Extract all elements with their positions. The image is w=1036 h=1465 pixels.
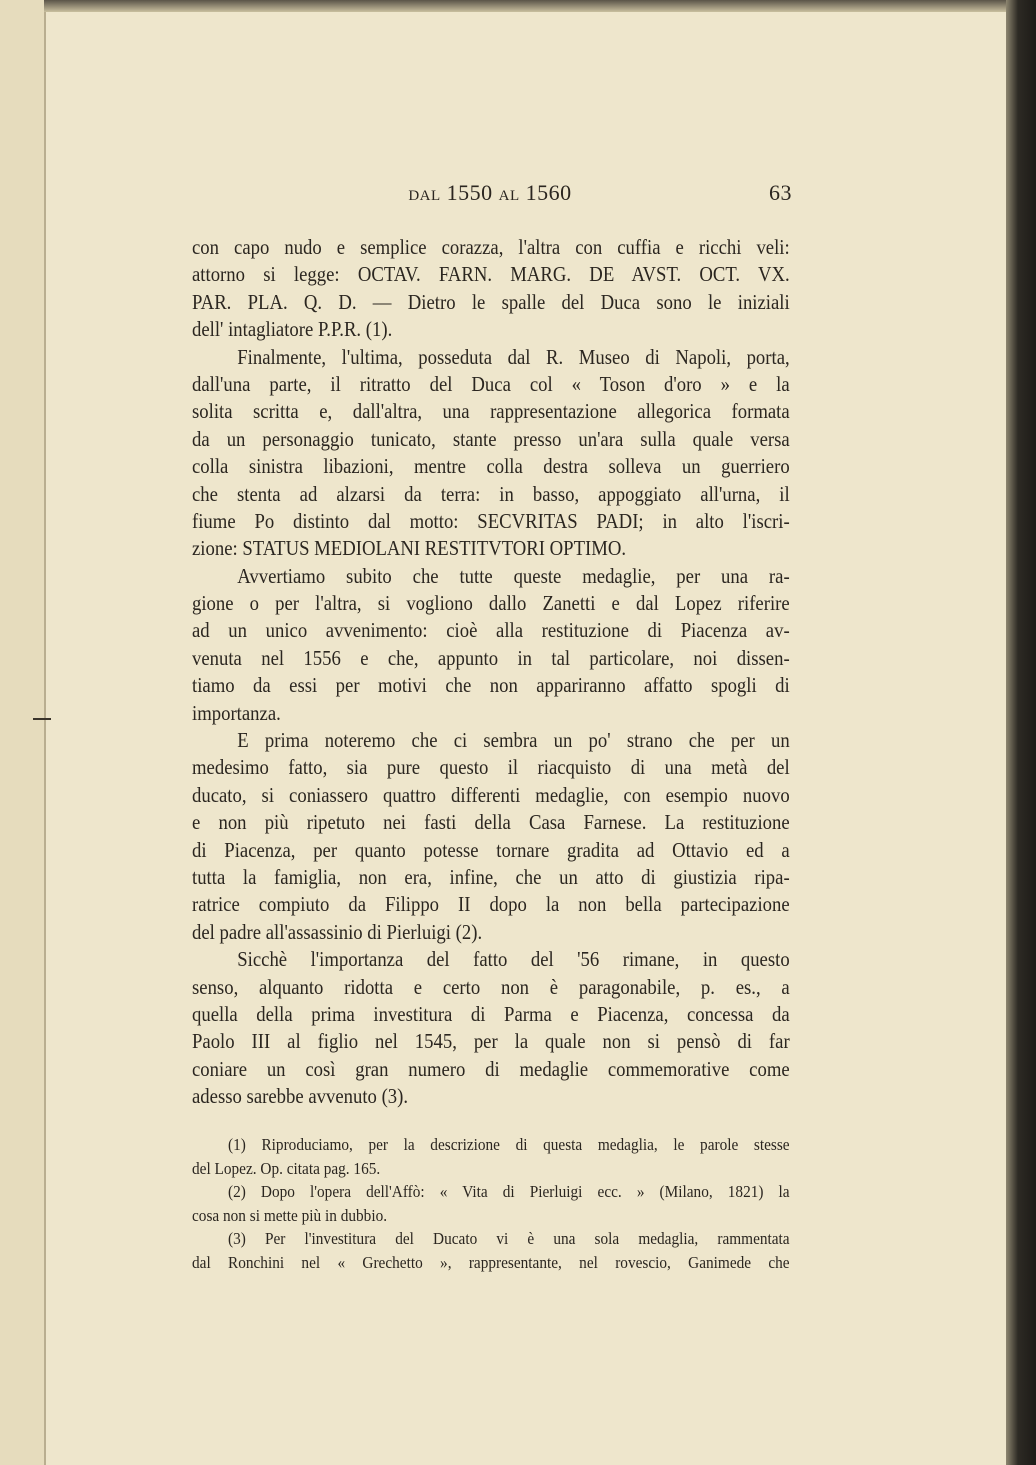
footnote (192, 1180, 790, 1227)
text-line: di Piacenza, per quanto potesse tornare gradita ad Ottavio ed a (192, 837, 790, 862)
text-line: dall'una parte, il ritratto del Duca col « Toson d'oro » e la (192, 371, 790, 396)
running-head: dal 1550 al 1560 (408, 180, 572, 205)
footnote (192, 1133, 790, 1180)
text-line: (1) Riproduciamo, per la descrizione di questa medaglia, le parole stesse (228, 1135, 790, 1154)
text-line: (3) Per l'investitura del Ducato vi è una sola medaglia, rammentata (228, 1229, 790, 1248)
text-line: con capo nudo e semplice corazza, l'altra con cuffia e ricchi veli: (192, 235, 790, 259)
text-line: ad un unico avvenimento: cioè alla restituzione di Piacenza av- (192, 618, 790, 643)
text-line: gione o per l'altra, si vogliono dallo Zanetti e dal Lopez riferire (192, 591, 790, 616)
text-line: dal Ronchini nel « Grechetto », rappresentante, nel rovescio, Ganimede che (192, 1252, 790, 1272)
text-line: zione: STATUS MEDIOLANI RESTITVTORI OPTIMO. (192, 536, 627, 561)
body-text (192, 234, 790, 1111)
text-line: solita scritta e, dall'altra, una rappresentazione allegorica formata (192, 399, 790, 424)
text-line: colla sinistra libazioni, mentre colla destra solleva un guerriero (192, 454, 790, 479)
paragraph (192, 344, 790, 563)
text-line: Sicchè l'importanza del fatto del '56 rimane, in questo (237, 947, 790, 972)
scan-top-edge (44, 0, 1036, 12)
text-line: importanza. (192, 700, 281, 725)
text-line: attorno si legge: OCTAV. FARN. MARG. DE AVST. OCT. VX. (192, 262, 790, 287)
text-line: senso, alquanto ridotta e certo non è paragonabile, p. es., a (192, 974, 790, 999)
text-line: da un personaggio tunicato, stante presso un'ara sulla quale versa (192, 426, 790, 451)
text-line: tutta la famiglia, non era, infine, che un atto di giustizia ripa- (192, 864, 790, 889)
text-line: quella della prima investitura di Parma e Piacenza, concessa da (192, 1001, 790, 1026)
text-line: E prima noteremo che ci sembra un po' strano che per un (237, 728, 790, 753)
text-line: ducato, si coniassero quattro differenti medaglie, con esempio nuovo (192, 782, 790, 807)
text-line: cosa non si mette più in dubbio. (192, 1205, 388, 1225)
text-line: Paolo III al figlio nel 1545, per la quale non si pensò di far (192, 1029, 790, 1054)
text-line: adesso sarebbe avvenuto (3). (192, 1084, 409, 1109)
text-line: PAR. PLA. Q. D. — Dietro le spalle del Duca sono le iniziali (192, 289, 790, 314)
text-line: fiume Po distinto dal motto: SECVRITAS PADI; in alto l'iscri- (192, 508, 790, 533)
text-line: Avvertiamo subito che tutte queste medaglie, per una ra- (237, 563, 790, 588)
text-line: che stenta ad alzarsi da terra: in basso, appoggiato all'urna, il (192, 481, 790, 506)
text-line: tiamo da essi per motivi che non appariranno affatto spogli di (192, 673, 790, 698)
footnote (192, 1227, 790, 1274)
text-line: venuta nel 1556 e che, appunto in tal particolare, noi dissen- (192, 645, 790, 670)
text-line: del Lopez. Op. citata pag. 165. (192, 1158, 381, 1178)
text-line: dell' intagliatore P.P.R. (1). (192, 317, 393, 342)
text-line: medesimo fatto, sia pure questo il riacquisto di una metà del (192, 755, 790, 780)
facing-page-edge (0, 0, 46, 1465)
scan-right-edge (1006, 0, 1036, 1465)
paragraph (192, 234, 790, 344)
text-line: (2) Dopo l'opera dell'Affò: « Vita di Pierluigi ecc. » (Milano, 1821) la (228, 1182, 790, 1201)
paragraph (192, 727, 790, 946)
page-number: 63 (769, 180, 792, 205)
text-line: Finalmente, l'ultima, posseduta dal R. Museo di Napoli, porta, (237, 344, 790, 369)
text-line: del padre all'assassinio di Pierluigi (2). (192, 919, 483, 944)
paragraph (192, 563, 790, 727)
text-line: coniare un così gran numero di medaglie commemorative come (192, 1056, 790, 1081)
footnotes (192, 1133, 790, 1274)
text-line: e non più ripetuto nei fasti della Casa Farnese. La restituzione (192, 810, 790, 835)
margin-mark (33, 718, 51, 720)
text-line: ratrice compiuto da Filippo II dopo la non bella partecipazione (192, 892, 790, 917)
paragraph (192, 946, 790, 1110)
